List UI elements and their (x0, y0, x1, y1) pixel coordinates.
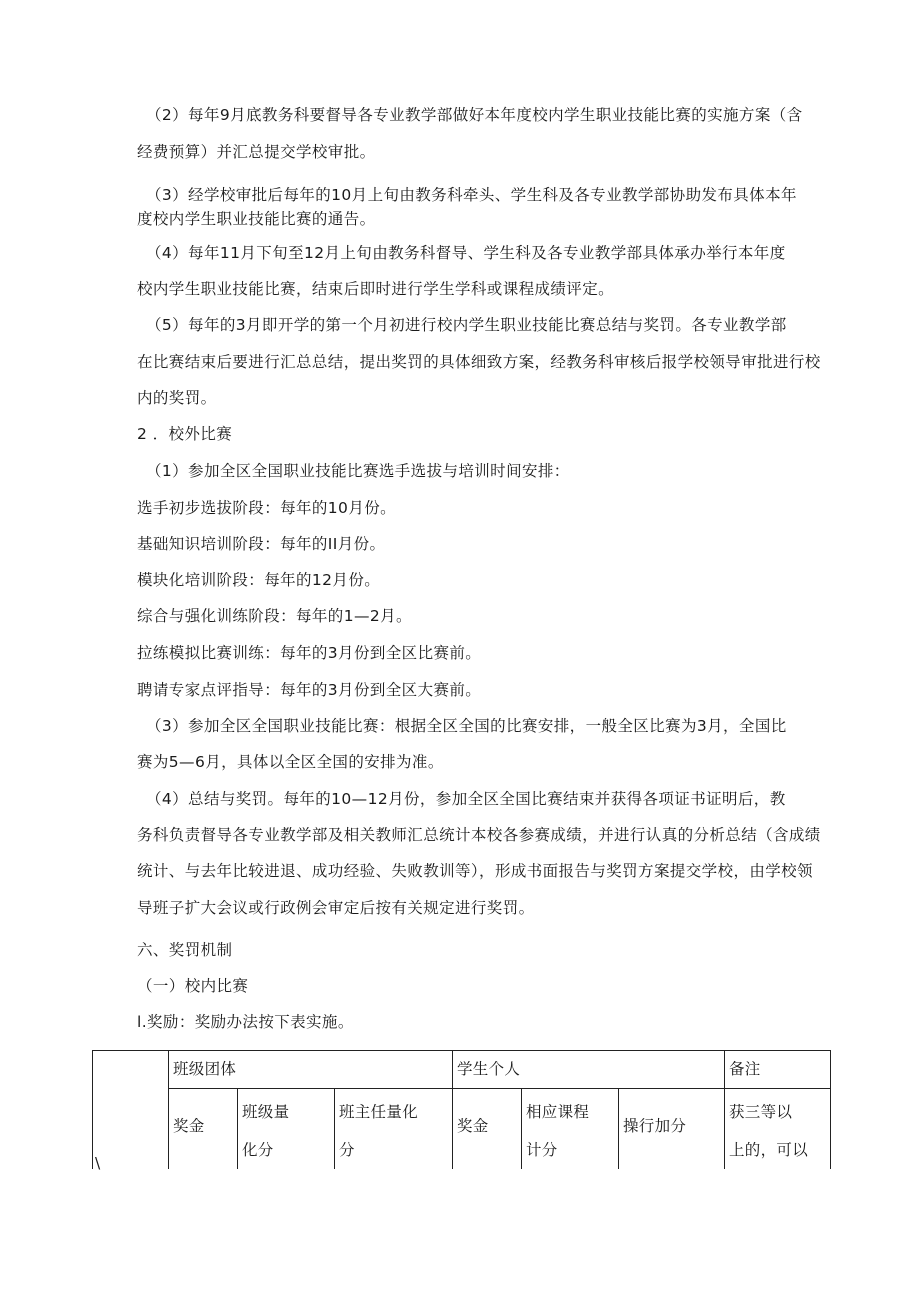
paragraph-line: （3）经学校审批后每年的10月上旬由教务科牵头、学生科及各专业教学部协助发布具体本年 (146, 186, 797, 204)
paragraph-line: 导班子扩大会议或行政例会审定后按有关规定进行奖罚。 (137, 899, 535, 917)
paragraph-line: 度校内学生职业技能比赛的通告。 (137, 210, 376, 228)
teacher-quant-header (335, 1089, 453, 1170)
note-text-2: 上的，可以 (729, 1141, 809, 1159)
conduct-label: 操行加分 (623, 1117, 687, 1135)
conduct-header (619, 1089, 725, 1170)
schedule-item: 模块化培训阶段：每年的12月份。 (137, 571, 381, 589)
schedule-item: 聘请专家点评指导：每年的3月份到全区大赛前。 (137, 681, 482, 699)
paragraph-line: （4）每年11月下旬至12月上旬由教务科督导、学生科及各专业教学部具体承办举行本年度 (146, 244, 786, 262)
paragraph-line: （5）每年的3月即开学的第一个月初进行校内学生职业技能比赛总结与奖罚。各专业教学部 (146, 316, 787, 334)
paragraph-line: （1）参加全区全国职业技能比赛选手选拔与培训时间安排： (146, 462, 570, 480)
teacher-quant-label-1: 班主任量化 (339, 1103, 419, 1121)
subsection-heading: （一）校内比赛 (137, 977, 249, 995)
paragraph-line: 赛为5—6月，具体以全区全国的安排为准。 (137, 753, 444, 771)
paragraph-line: 经费预算）并汇总提交学校审批。 (137, 143, 376, 161)
note-cell (725, 1089, 831, 1170)
teacher-quant-label-2: 分 (339, 1141, 355, 1159)
paragraph-line: 校内学生职业技能比赛，结束后即时进行学生学科或课程成绩评定。 (137, 280, 615, 298)
class-quant-label-2: 化分 (242, 1141, 274, 1159)
schedule-item: 选手初步选拔阶段：每年的10月份。 (137, 499, 397, 517)
course-score-label-2: 计分 (526, 1141, 558, 1159)
schedule-item: 综合与强化训练阶段：每年的1—2月。 (137, 607, 412, 625)
paragraph-line: （3）参加全区全国职业技能比赛：根据全区全国的比赛安排，一般全区比赛为3月，全国比 (146, 717, 787, 735)
award-table (92, 1050, 831, 1172)
paragraph-line: （2）每年9月底教务科要督导各专业教学部做好本年度校内学生职业技能比赛的实施方案（含 (146, 106, 803, 124)
course-score-header (522, 1089, 619, 1170)
table-subheader-row (93, 1089, 831, 1170)
section-heading: 六、奖罚机制 (137, 941, 233, 959)
section-heading: 2 ．校外比赛 (137, 425, 233, 443)
class-bonus-label: 奖金 (173, 1117, 205, 1135)
class-quant-header (238, 1089, 335, 1170)
paragraph-line: （4）总结与奖罚。每年的10—12月份，参加全区全国比赛结束并获得各项证书证明后，教 (146, 790, 786, 808)
student-bonus-label: 奖金 (457, 1117, 489, 1135)
class-quant-label-1: 班级量 (242, 1103, 290, 1121)
class-group-header: 班级团体 (169, 1051, 453, 1089)
paragraph-line: l.奖励：奖励办法按下表实施。 (137, 1013, 354, 1031)
table-header-row (93, 1051, 831, 1089)
course-score-label-1: 相应课程 (526, 1103, 590, 1121)
schedule-item: 拉练模拟比赛训练：每年的3月份到全区比赛前。 (137, 644, 482, 662)
note-header: 备注 (725, 1051, 831, 1089)
class-bonus-header (169, 1089, 238, 1170)
student-group-header: 学生个人 (453, 1051, 725, 1089)
student-bonus-header (453, 1089, 522, 1170)
schedule-item: 基础知识培训阶段：每年的II月份。 (137, 535, 386, 553)
paragraph-line: 内的奖罚。 (137, 389, 217, 407)
paragraph-line: 在比赛结束后要进行汇总总结，提出奖罚的具体细致方案，经教务科审核后报学校领导审批进行校 (137, 353, 821, 371)
paragraph-line: 务科负责督导各专业教学部及相关教师汇总统计本校各参赛成绩，并进行认真的分析总结（含成绩 (137, 826, 821, 844)
table-corner-cell (93, 1051, 169, 1170)
paragraph-line: 统计、与去年比较进退、成功经验、失败教训等），形成书面报告与奖罚方案提交学校，由学校领 (137, 862, 813, 880)
table-corner-mark: \ (95, 1154, 101, 1172)
note-text-1: 获三等以 (729, 1103, 793, 1121)
